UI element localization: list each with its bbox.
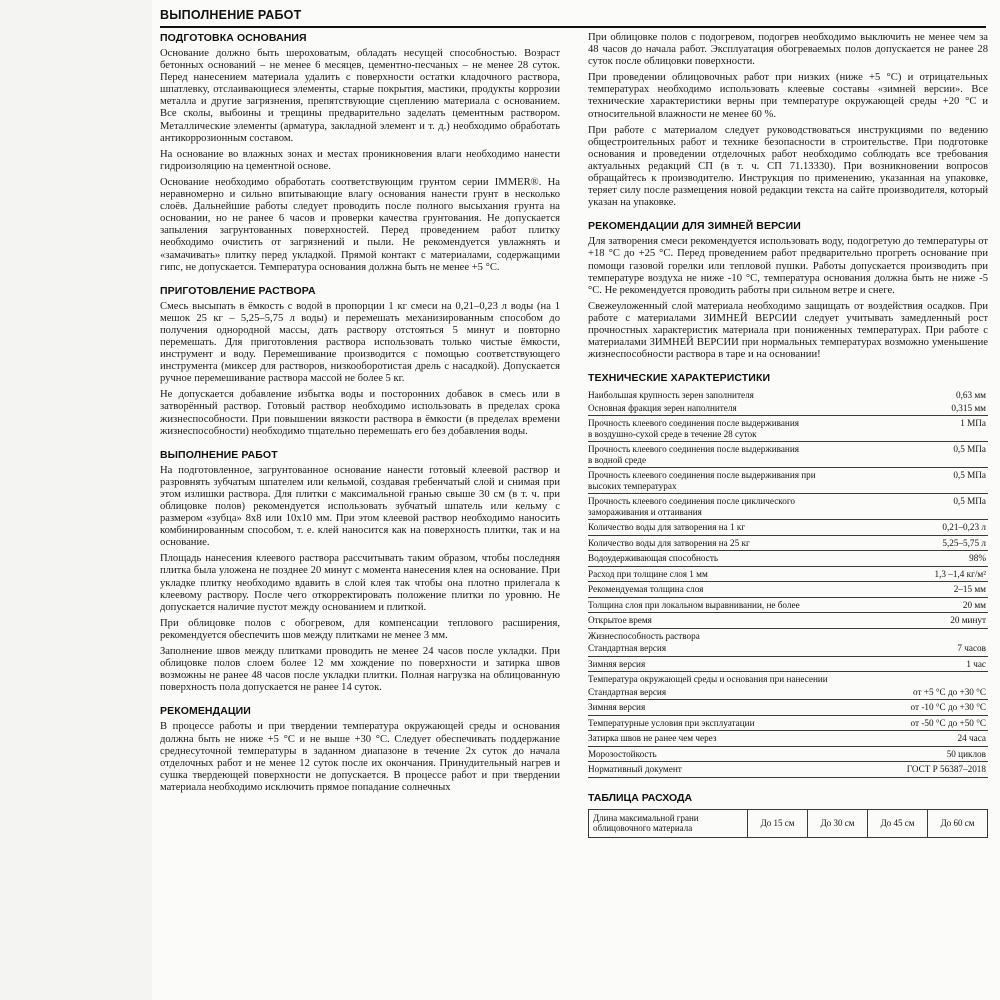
section-heading: РЕКОМЕНДАЦИИ ДЛЯ ЗИМНЕЙ ВЕРСИИ	[588, 220, 801, 233]
tc-label: Нормативный документ	[588, 762, 882, 778]
table-row	[588, 468, 988, 481]
table-row	[588, 685, 988, 700]
table-row	[588, 762, 988, 778]
tc-value: 5,25–5,75 л	[882, 535, 988, 551]
section-heading: РЕКОМЕНДАЦИИ	[160, 705, 251, 718]
tc-label: Прочность клеевого соединения после выдерживания при	[588, 470, 816, 481]
section-heading: ТЕХНИЧЕСКИЕ ХАРАКТЕРИСТИКИ	[588, 372, 771, 385]
tc-label: Стандартная версия	[588, 641, 882, 656]
page-title: ВЫПОЛНЕНИЕ РАБОТ	[160, 8, 302, 22]
technical-characteristics-table	[588, 388, 988, 778]
table-row	[588, 551, 988, 567]
paragraph: При облицовке полов с подогревом, подогрев необходимо выключить не менее чем за 48 часов до начала работ. Эксплуатация обогреваемых полов допускается не ранее 28 суток после облицовки поверхности.	[588, 32, 988, 68]
tc-value: 2–15 мм	[882, 582, 988, 598]
tc-label: Толщина слоя при локальном выравнивании, не более	[588, 597, 882, 613]
tc-label-cont: в водной среде	[588, 455, 882, 468]
table-row	[588, 672, 988, 685]
table-row	[588, 582, 988, 598]
table-row	[588, 746, 988, 762]
tc-label: Жизнеспособность раствора	[588, 630, 700, 641]
tc-value: 7 часов	[882, 641, 988, 656]
tc-label: Прочность клеевого соединения после циклического	[588, 496, 796, 507]
tc-label: Температура окружающей среды и основания при нанесении	[588, 674, 828, 685]
paragraph: На подготовленное, загрунтованное основание нанести готовый клеевой раствор и разровнять зубчатым шпателем или кельмой, создавая гребенчатый слой и снимая при этом излишки раствора. Для плитки с максимальной гранью свыше 30 см (в т. ч. при облицовке полов) рекомендуется использовать зубчатый шпатель или кельму с размером «зубца» 8x8 или 10x10 мм. При этом клеевой раствор необходимо наносить комбинированным способом, т. е. клей наносится как на поверхность плитки, так и на основание.	[160, 464, 560, 549]
section-works-execution	[160, 449, 560, 695]
two-column-body	[160, 32, 988, 992]
table-row	[588, 731, 988, 747]
tc-value: 20 мм	[882, 597, 988, 613]
tc-value: 0,5 МПа	[953, 470, 986, 481]
tc-label: Рекомендуемая толщина слоя	[588, 582, 882, 598]
consumption-column-header: До 60 см	[928, 809, 988, 837]
paragraph: При работе с материалом следует руководствоваться инструкциями по ведению общестроительных работ и технике безопасности в строительстве. При подготовке основания и проведении отделочных работ необходимо соблюдать все требования актуальных редакций СП (в т. ч. СП 71.13330). При возникновении вопросов обращайтесь к производителю. Инструкция по применению, указанная на упаковке, теряет силу после размещения новой редакции текста на сайте производителя, который указан на упаковке.	[588, 124, 988, 209]
tc-value: 1,3 –1,4 кг/м²	[882, 566, 988, 582]
table-row	[588, 641, 988, 656]
tc-label: Водоудерживающая способность	[588, 551, 882, 567]
tc-value	[882, 672, 988, 685]
tc-value: 1 час	[882, 656, 988, 672]
tc-label: Расход при толщине слоя 1 мм	[588, 566, 882, 582]
section-technical-characteristics	[588, 372, 988, 778]
table-row	[588, 401, 988, 416]
tc-label-cont: высоких температурах	[588, 481, 882, 494]
tc-label-cont: в воздушно-сухой среде в течение 28 суток	[588, 429, 882, 442]
paragraph: Не допускается добавление избытка воды и посторонних добавок в смесь или в затворённый раствор. Готовый раствор необходимо использовать в пределах срока жизнеспособности. При повышении вязкости раствора в ёмкости (в пределах времени жизнеспособности) необходимо тщательно перемешать его без добавления воды.	[160, 389, 560, 437]
tc-value: 1 МПа	[960, 418, 986, 429]
tc-value: 0,21–0,23 л	[882, 520, 988, 536]
tc-value	[882, 628, 988, 641]
tc-label: Зимняя версия	[588, 700, 882, 716]
title-divider	[160, 26, 986, 28]
tc-value-cont	[882, 455, 988, 468]
table-row	[588, 494, 988, 507]
consumption-column-header: До 45 см	[868, 809, 928, 837]
tc-label: Прочность клеевого соединения после выдерживания	[588, 444, 799, 455]
section-heading: ВЫПОЛНЕНИЕ РАБОТ	[160, 448, 278, 461]
section-heading: ТАБЛИЦА РАСХОДА	[588, 791, 693, 804]
tc-value: 0,63 мм	[955, 390, 986, 401]
table-row	[588, 597, 988, 613]
tc-value: 98%	[882, 551, 988, 567]
paragraph: Площадь нанесения клеевого раствора рассчитывать таким образом, чтобы последняя плитка была уложена не позднее 20 минут с момента нанесения клея на основание. При укладке плитку необходимо вдавить в слой клея так чтобы она плотно прилегала к клеевому раствору. После чего откорректировать положение плитки по уровню. Не допускается наличие пустот между основанием и плиткой.	[160, 553, 560, 613]
section-right-intro	[588, 32, 988, 209]
table-row	[588, 442, 988, 455]
table-row	[588, 520, 988, 536]
tc-value: 20 минут	[882, 613, 988, 629]
table-row	[588, 566, 988, 582]
tc-value: от -50 °С до +50 °С	[882, 715, 988, 731]
tc-label: Затирка швов не ранее чем через	[588, 731, 882, 747]
tc-value: ГОСТ Р 56387–2018	[882, 762, 988, 778]
right-column	[588, 32, 988, 838]
tc-value: от -10 °С до +30 °С	[882, 700, 988, 716]
paragraph: При проведении облицовочных работ при низких (ниже +5 °С) и отрицательных температурах необходимо использовать клеевые составы «зимней версии». Все технические характеристики верны при температуре окружающей среды +20 °С и относительной влажности не менее 60 %.	[588, 72, 988, 120]
tc-value: 24 часа	[882, 731, 988, 747]
table-row	[588, 613, 988, 629]
table-row	[588, 535, 988, 551]
paragraph: Для затворения смеси рекомендуется использовать воду, подогретую до температуры от +18 °С до +25 °С. Перед проведением работ предварительно прогреть основание при помощи газовой горелки или тепловой пушки. Работы допускается производить при температуре воздуха не ниже -10 °С, температура основания должна быть не ниже -5 °С. Не рекомендуется проводить работы при сильном ветре и снеге.	[588, 236, 988, 296]
table-row	[588, 700, 988, 716]
paragraph: При облицовке полов с обогревом, для компенсации теплового расширения, рекомендуется обеспечить шов между плитками не менее 3 мм.	[160, 617, 560, 641]
section-preparation-base	[160, 32, 560, 274]
paragraph: Заполнение швов между плитками проводить не менее 24 часов после укладки. При облицовке полов слоем более 12 мм хождение по поверхности и затирка швов возможны не ранее 48 часов после укладки плитки. Полная нагрузка на облицованную поверхность пола допускается не ранее 14 суток.	[160, 646, 560, 694]
tc-value-cont	[882, 429, 988, 442]
table-row-cont	[588, 507, 988, 520]
tc-label: Морозостойкость	[588, 746, 882, 762]
table-row	[588, 416, 988, 429]
tc-value: 0,315 мм	[882, 401, 988, 416]
section-mortar-preparation	[160, 285, 560, 438]
tc-label: Температурные условия при эксплуатации	[588, 715, 882, 731]
section-winter-recommendations	[588, 220, 988, 361]
paragraph: Свежеуложенный слой материала необходимо защищать от воздействия осадков. При работе с материалами ЗИМНЕЙ ВЕРСИИ следует учитывать замедленный рост прочностных характеристик материала при пониженных температурах. При работе с материалами ЗИМНЕЙ ВЕРСИИ при нормальных температурах возможно уменьшение жизнеспособности раствора в таре и на основании!	[588, 300, 988, 361]
consumption-column-header: До 15 см	[748, 809, 808, 837]
paragraph: На основание во влажных зонах и местах проникновения влаги необходимо нанести гидроизоляцию на цементной основе.	[160, 148, 560, 172]
consumption-header-label: Длина максимальной грани облицовочного материала	[589, 809, 748, 837]
paragraph: Смесь высыпать в ёмкость с водой в пропорции 1 кг смеси на 0,21–0,23 л воды (на 1 мешок 25 кг – 5,25–5,75 л воды) и перемешать механизированным способом до получения однородной массы, дать раствору отстояться 5 минут и повторно перемешать. Для приготовления раствора использовать только чистые ёмкости, инструмент и воду. Перемешивание производится с помощью соответствующего инструмента (миксер для растворов, низкооборотистая дрель с насадкой). Допускается ручное перемешивание раствора массой не более 5 кг.	[160, 300, 560, 385]
paragraph: Основание необходимо обработать соответствующим грунтом серии IMMER®. На неравномерно и сильно впитывающие влагу основания нанести грунт в несколько слоёв. Дальнейшие работы следует проводить после полного высыхания грунта на основании, но не ранее 6 часов и проверки качества грунтования. Не допускается запыления загрунтованных поверхностей. Перед проведением работ плитку необходимо очистить от загрязнений и пыли. Не рекомендуется увлажнять и «замачивать» плитку перед укладкой. Прямой контакт с материалами, содержащими гипс, не допускается. Температура основания должна быть не менее +5 °С.	[160, 176, 560, 273]
consumption-table	[588, 809, 988, 838]
tc-value: 0,5 МПа	[953, 496, 986, 507]
tc-label: Количество воды для затворения на 25 кг	[588, 535, 882, 551]
tc-value-cont	[882, 481, 988, 494]
table-row	[588, 656, 988, 672]
consumption-column-header: До 30 см	[808, 809, 868, 837]
table-row-cont	[588, 455, 988, 468]
tc-label: Прочность клеевого соединения после выдерживания	[588, 418, 799, 429]
left-column	[160, 32, 560, 805]
paragraph: В процессе работы и при твердении температура окружающей среды и основания должна быть не ниже +5 °С и не выше +30 °С. Следует обеспечивать поддержание среднесуточной температуры в заданном диапазоне в течение 2х суток до начала отделочных работ и не менее 12 суток после их окончания. Принудительный нагрев и сушка твердеющей поверхности не допускается. В процессе работ и при твердении материала необходимо исключить прямое попадание солнечных	[160, 721, 560, 793]
tc-value-cont	[882, 507, 988, 520]
section-recommendations	[160, 705, 560, 794]
table-row-cont	[588, 429, 988, 442]
tc-label: Открытое время	[588, 613, 882, 629]
table-row	[588, 388, 988, 401]
tc-value: 0,5 МПа	[953, 444, 986, 455]
tc-value: 50 циклов	[882, 746, 988, 762]
tc-label-cont: замораживания и оттаивания	[588, 507, 882, 520]
table-row	[588, 715, 988, 731]
paragraph: Основание должно быть шероховатым, обладать несущей способностью. Возраст бетонных оснований – не менее 6 месяцев, цементно-песчаных – не менее 28 суток. Перед нанесением материала удалить с поверхности остатки кладочного раствора, шпатлевку, отслаивающиеся элементы, старые покрытия, мастики, продукты коррозии металла и другие загрязнения, препятствующие сцеплению материала с основанием. Все сколы, выбоины и трещины предварительно заделать цементным раствором. Металлические элементы (арматура, закладной элемент и т. д.) необходимо обработать антикоррозионным составом.	[160, 48, 560, 144]
section-heading: ПРИГОТОВЛЕНИЕ РАСТВОРА	[160, 284, 316, 297]
section-consumption-table	[588, 792, 988, 838]
tc-label: Зимняя версия	[588, 656, 882, 672]
tc-value: от +5 °С до +30 °С	[882, 685, 988, 700]
tc-label: Основная фракция зерен наполнителя	[588, 401, 882, 416]
tc-label: Наибольшая крупность зерен заполнителя	[588, 390, 754, 401]
section-heading: ПОДГОТОВКА ОСНОВАНИЯ	[160, 32, 307, 44]
table-header-row	[589, 809, 988, 837]
tc-label: Количество воды для затворения на 1 кг	[588, 520, 882, 536]
table-row	[588, 628, 988, 641]
tc-label: Стандартная версия	[588, 685, 882, 700]
table-row-cont	[588, 481, 988, 494]
